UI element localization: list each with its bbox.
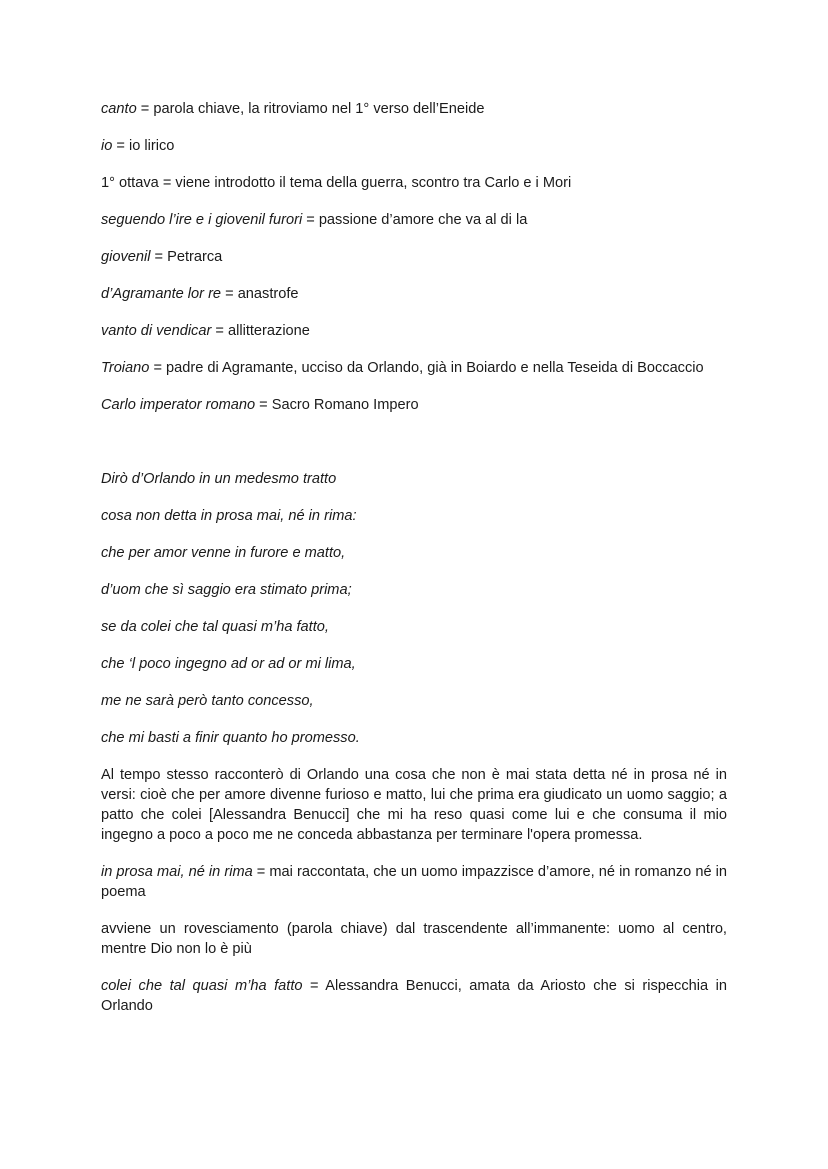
- note-term: Carlo imperator romano: [101, 397, 256, 413]
- note-def: = passione d’amore che va al di la: [302, 212, 528, 228]
- note-def: = allitterazione: [211, 323, 310, 339]
- note-def: = anastrofe: [221, 286, 299, 302]
- note-term: colei che tal quasi m’ha fatto: [101, 978, 303, 994]
- verse-line: cosa non detta in prosa mai, né in rima:: [101, 508, 357, 524]
- verse-line: se da colei che tal quasi m’ha fatto,: [101, 619, 329, 635]
- note-term: giovenil: [101, 249, 151, 265]
- note-def: 1° ottava = viene introdotto il tema della guerra, scontro tra Carlo e i Mori: [101, 175, 572, 191]
- verse-block: [101, 469, 727, 748]
- note-def: = Alessandra Benucci, amata da Ariosto che si rispecchia in Orlando: [101, 978, 727, 1014]
- verse-line: me ne sarà però tanto concesso,: [101, 693, 314, 709]
- note-line: [101, 862, 727, 902]
- note-def: = Petrarca: [150, 249, 223, 265]
- note-line: [101, 136, 727, 156]
- note-term: vanto di vendicar: [101, 323, 212, 339]
- verse-line: Dirò d’Orlando in un medesmo tratto: [101, 471, 337, 487]
- note-line: [101, 99, 727, 119]
- note-def: = mai raccontata, che un uomo impazzisce d’amore, né in romanzo né in poema: [101, 864, 727, 900]
- note-def: = parola chiave, la ritroviamo nel 1° verso dell’Eneide: [136, 101, 485, 117]
- note-term: io: [101, 138, 113, 154]
- note-line: [101, 247, 727, 267]
- verse-line: d’uom che sì saggio era stimato prima;: [101, 582, 352, 598]
- note-def: = io lirico: [112, 138, 175, 154]
- note-def: = Sacro Romano Impero: [255, 397, 419, 413]
- verse-line: che ‘l poco ingegno ad or ad or mi lima,: [101, 656, 356, 672]
- note-line: [101, 395, 727, 415]
- document-page: [101, 99, 727, 1033]
- verse-line: che per amor venne in furore e matto,: [101, 545, 346, 561]
- note-term: d’Agramante lor re: [101, 286, 222, 302]
- note-line: [101, 976, 727, 1016]
- note-term: canto: [101, 101, 137, 117]
- section-gap: [101, 432, 727, 469]
- paraphrase-paragraph: Al tempo stesso racconterò di Orlando una cosa che non è mai stata detta né in prosa né in versi: cioè che per amore divenne furioso e matto, lui che prima era giudicato un uomo saggio; a patto che colei [Alessandra Benucci] che mi ha reso quasi come lui e che consuma il mio ingegno a poco a poco me ne conceda abbastanza per terminare l'opera promessa.: [101, 767, 727, 843]
- note-term: Troiano: [101, 360, 150, 376]
- note-term: in prosa mai, né in rima: [101, 864, 253, 880]
- note-line: [101, 919, 727, 959]
- note-line: [101, 284, 727, 304]
- note-line: [101, 321, 727, 341]
- notes-top: [101, 99, 727, 415]
- note-line: [101, 173, 727, 193]
- verse-line: che mi basti a finir quanto ho promesso.: [101, 730, 360, 746]
- note-term: seguendo l’ire e i giovenil furori: [101, 212, 303, 228]
- note-def: avviene un rovesciamento (parola chiave) dal trascendente all’immanente: uomo al centro, mentre Dio non lo è più: [101, 921, 727, 957]
- note-line: [101, 210, 727, 230]
- note-def: = padre di Agramante, ucciso da Orlando, già in Boiardo e nella Teseida di Boccaccio: [149, 360, 704, 376]
- note-line: [101, 358, 727, 378]
- notes-bottom: [101, 862, 727, 1016]
